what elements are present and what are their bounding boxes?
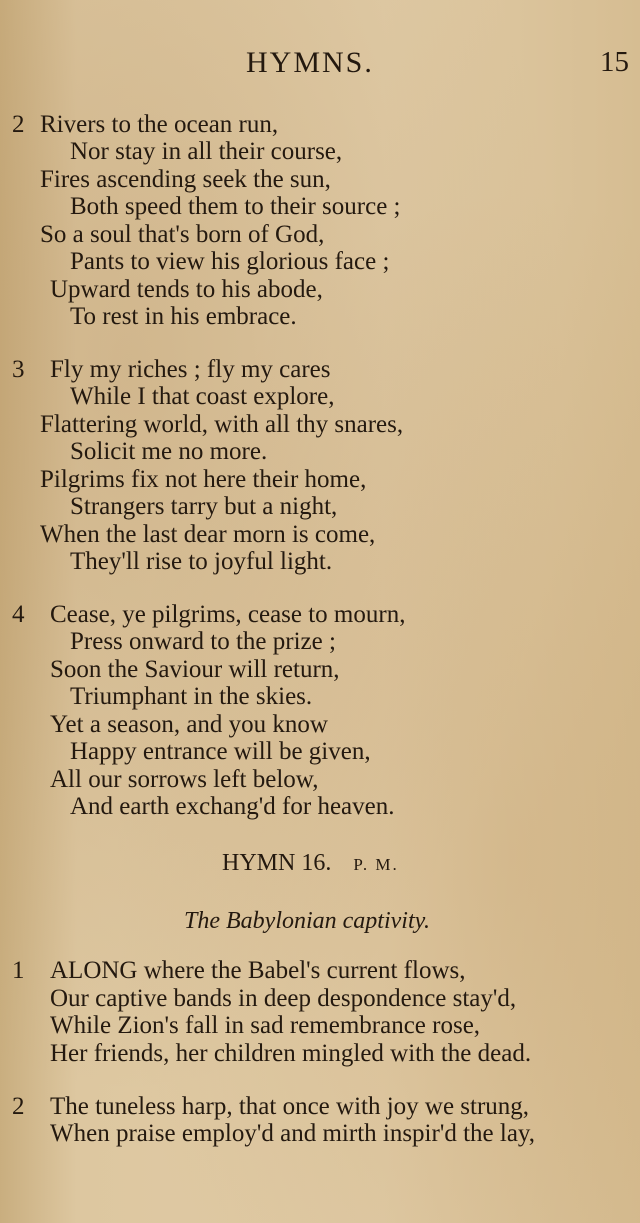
verse-line: Pilgrims fix not here their home, <box>40 466 367 493</box>
verse-line: Press onward to the prize ; <box>70 628 336 655</box>
verse-number: 4 <box>12 601 25 628</box>
verse-line: Our captive bands in deep despondence stay'd, <box>50 985 517 1012</box>
verse-line: They'll rise to joyful light. <box>70 548 333 575</box>
verse-line: Strangers tarry but a night, <box>70 493 338 520</box>
verse-line: So a soul that's born of God, <box>40 221 325 248</box>
verse-line: All our sorrows left below, <box>50 766 319 793</box>
hymn-16-heading <box>222 850 399 877</box>
verse-line: And earth exchang'd for heaven. <box>70 793 395 820</box>
verse-line: While Zion's fall in sad remembrance rose, <box>50 1012 481 1039</box>
page-header <box>0 46 640 86</box>
hymn-16-meter: P. M. <box>353 855 399 874</box>
verse-line: Fires ascending seek the sun, <box>40 166 331 193</box>
verse-line: The tuneless harp, that once with joy we strung, <box>50 1093 530 1120</box>
verse-number: 1 <box>12 957 25 984</box>
verse-line: Soon the Saviour will return, <box>50 656 340 683</box>
verse-number: 2 <box>12 1093 25 1120</box>
verse-line: Pants to view his glorious face ; <box>70 248 390 275</box>
verse-line: When praise employ'd and mirth inspir'd the lay, <box>50 1120 536 1147</box>
verse-line: Flattering world, with all thy snares, <box>40 411 404 438</box>
verse-line: Fly my riches ; fly my cares <box>50 356 331 383</box>
verse-line: Nor stay in all their course, <box>70 138 343 165</box>
verse-line: Rivers to the ocean run, <box>40 111 279 138</box>
verse-line: Solicit me no more. <box>70 438 268 465</box>
verse-number: 2 <box>12 111 25 138</box>
verse-line: Upward tends to his abode, <box>50 276 323 303</box>
verse-line: ALONG where the Babel's current flows, <box>50 957 466 984</box>
page-number: 15 <box>600 46 629 78</box>
verse-line: Both speed them to their source ; <box>70 193 401 220</box>
verse-line: When the last dear morn is come, <box>40 521 376 548</box>
verse-line: While I that coast explore, <box>70 383 335 410</box>
verse-line: Yet a season, and you know <box>50 711 328 738</box>
hymn-16-subtitle: The Babylonian captivity. <box>184 908 430 934</box>
verse-line: To rest in his embrace. <box>70 303 297 330</box>
verse-line: Happy entrance will be given, <box>70 738 371 765</box>
hymn-16-title: HYMN 16. <box>222 850 332 876</box>
verse-line: Her friends, her children mingled with the dead. <box>50 1040 532 1067</box>
verse-number: 3 <box>12 356 25 383</box>
verse-line: Cease, ye pilgrims, cease to mourn, <box>50 601 406 628</box>
running-title: HYMNS. <box>246 46 374 79</box>
verse-line: Triumphant in the skies. <box>70 683 313 710</box>
